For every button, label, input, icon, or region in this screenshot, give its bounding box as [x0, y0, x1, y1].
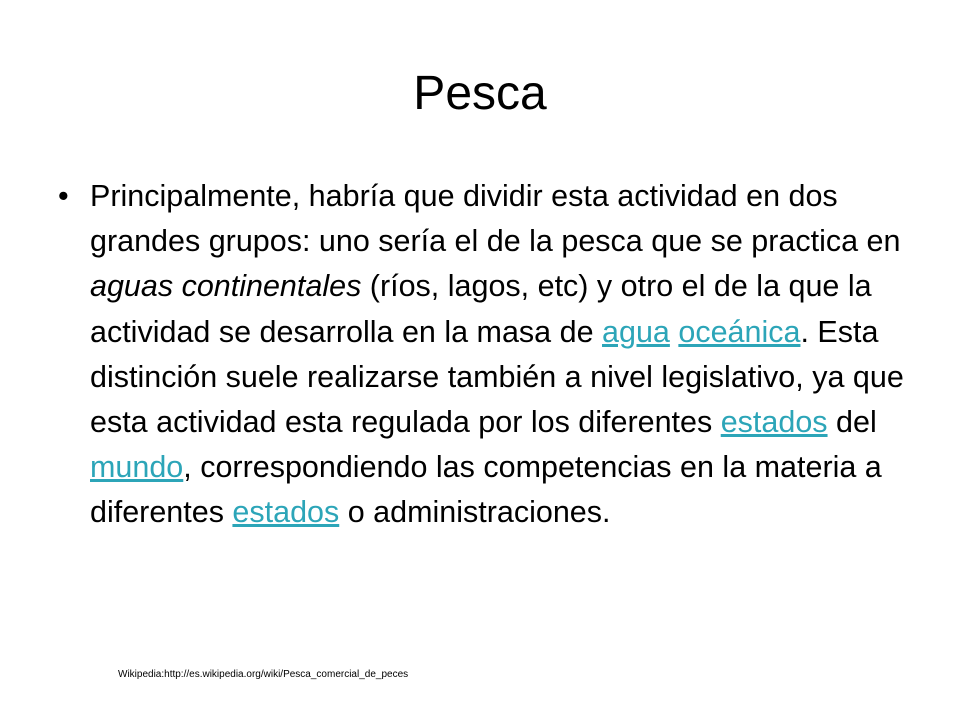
link-estados[interactable]: estados: [720, 405, 828, 440]
link-mundo[interactable]: mundo: [90, 450, 184, 485]
bullet-text-segment: Principalmente, habría que dividir esta actividad en dos grandes grupos: uno sería el de la pesca que se practica en: [90, 179, 901, 259]
bullet-text-segment: . Esta distinción suele realizarse también a nivel legislativo, ya que esta actividad esta regulada por los diferentes: [90, 314, 904, 440]
slide-title: Pesca: [413, 67, 547, 120]
link-estados-2[interactable]: estados: [232, 495, 340, 530]
link-agua[interactable]: agua: [602, 314, 670, 349]
bullet-item: [58, 174, 908, 536]
bullet-text-segment: del: [827, 405, 877, 440]
emphasis-aguas-continentales: aguas continentales: [90, 269, 362, 304]
bullet-text-segment: o administraciones.: [339, 495, 611, 530]
link-oceanica[interactable]: oceánica: [678, 314, 801, 349]
source-citation: Wikipedia:http://es.wikipedia.org/wiki/Pesca_comercial_de_peces: [118, 669, 409, 680]
bullet-list: [58, 174, 908, 536]
bullet-text-segment: , correspondiendo las competencias en la materia a diferentes: [90, 450, 882, 530]
bullet-icon: •: [58, 179, 69, 213]
bullet-text-segment: (ríos, lagos, etc) y otro el de la que la actividad se desarrolla en la masa de: [90, 269, 872, 349]
